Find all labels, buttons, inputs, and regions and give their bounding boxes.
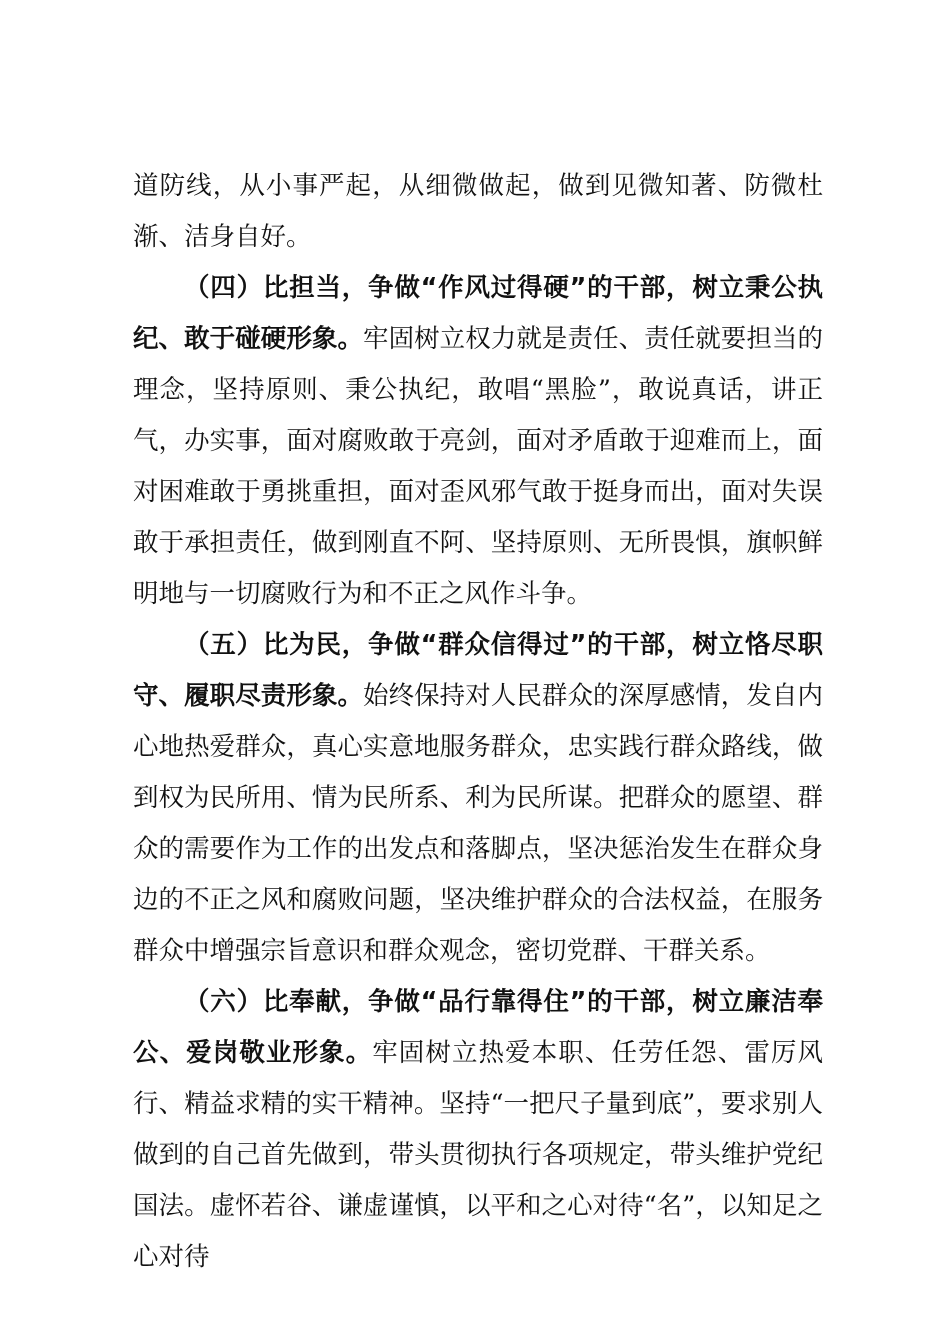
section-heading: （五）比为民，争做“群众信得过”的干部，树立恪尽职守、履职尽责形象。 [133,630,823,711]
paragraph-body: 始终保持对人民群众的深厚感情，发自内心地热爱群众，真心实意地服务群众，忠实践行群众路线，做到权为民所用、情为民所系、利为民所谋。把群众的愿望、群众的需要作为工作的出发点和落脚点，坚决惩治发生在群众身边的不正之风和腐败问题，坚决维护群众的合法权益，在服务群众中增强宗旨意识和群众观念，密切党群、干群关系。 [133,681,823,966]
document-page [133,161,823,1283]
paragraph-section-4 [133,263,823,620]
paragraph-section-6 [133,977,823,1283]
paragraph-body: 牢固树立权力就是责任、责任就要担当的理念，坚持原则、秉公执纪，敢唱“黑脸”，敢说真话，讲正气，办实事，面对腐败敢于亮剑，面对矛盾敢于迎难而上，面对困难敢于勇挑重担，面对歪风邪气敢于挺身而出，面对失误敢于承担责任，做到刚直不阿、坚持原则、无所畏惧，旗帜鲜明地与一切腐败行为和不正之风作斗争。 [133,324,823,609]
paragraph-body: 道防线，从小事严起，从细微做起，做到见微知著、防微杜渐、洁身自好。 [133,171,823,252]
paragraph-section-5 [133,620,823,977]
section-heading: （六）比奉献，争做“品行靠得住”的干部，树立廉洁奉公、爱岗敬业形象。 [133,987,823,1068]
section-heading: （四）比担当，争做“作风过得硬”的干部，树立秉公执纪、敢于碰硬形象。 [133,273,823,354]
paragraph-body: 牢固树立热爱本职、任劳任怨、雷厉风行、精益求精的实干精神。坚持“一把尺子量到底”，要求别人做到的自己首先做到，带头贯彻执行各项规定，带头维护党纪国法。虚怀若谷、谦虚谨慎，以平和之心对待“名”，以知足之心对待 [133,1038,823,1272]
paragraph-continuation [133,161,823,263]
